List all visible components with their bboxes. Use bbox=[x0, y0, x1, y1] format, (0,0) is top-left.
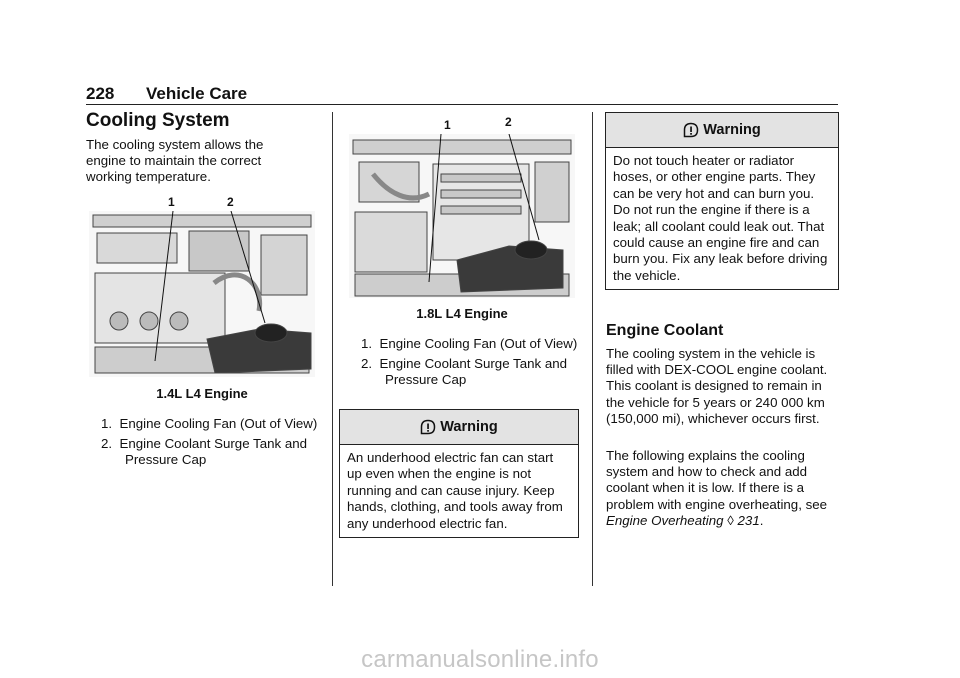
column-divider-1 bbox=[332, 112, 333, 586]
figure-caption-1-8l: 1.8L L4 Engine bbox=[416, 306, 508, 321]
figure-legend-1-8l bbox=[346, 336, 582, 393]
warning-header bbox=[606, 113, 838, 148]
page-heading: Cooling System bbox=[86, 110, 230, 131]
warning-icon bbox=[420, 419, 436, 435]
engine-illustration bbox=[89, 211, 315, 377]
figure-callout-1: 1 bbox=[168, 195, 175, 209]
page-ref-icon: ◊ bbox=[727, 512, 734, 528]
figure-caption-1-4l: 1.4L L4 Engine bbox=[156, 386, 248, 401]
column-divider-2 bbox=[592, 112, 593, 586]
page-ref-number[interactable]: 231 bbox=[737, 512, 760, 528]
warning-text: Do not touch heater or radiator hoses, or other engine parts. They can be very hot and can burn you. Do not run the engine if there is a leak; all coolant could leak out. That could cause an engine fire and can burn you. Fix any leak before driving the vehicle. bbox=[613, 153, 828, 283]
legend-item: 1. Engine Cooling Fan (Out of View) bbox=[101, 416, 318, 431]
page-number: 228 bbox=[86, 84, 115, 103]
engine-illustration bbox=[349, 134, 575, 298]
warning-title: Warning bbox=[440, 419, 498, 435]
header-rule bbox=[86, 104, 838, 105]
legend-item: 1. Engine Cooling Fan (Out of View) bbox=[361, 336, 578, 351]
coolant-paragraph-2: The following explains the cooling system and how to check and add coolant when it is low. If there is a problem with engine overheating, see Engine Overheating ◊ 231. bbox=[606, 448, 828, 528]
figure-legend-1-4l bbox=[86, 416, 322, 473]
engine-figure-1-8l bbox=[349, 112, 575, 300]
subsection-heading: Engine Coolant bbox=[606, 322, 724, 339]
figure-callout-2: 2 bbox=[227, 195, 234, 209]
engine-figure-1-4l bbox=[89, 195, 315, 379]
figure-callout-1: 1 bbox=[444, 118, 451, 132]
legend-item: 2. Engine Coolant Surge Tank and Pressure Cap bbox=[101, 436, 308, 468]
warning-title: Warning bbox=[703, 122, 761, 138]
intro-paragraph: The cooling system allows the engine to maintain the correct working temperature. bbox=[86, 137, 264, 185]
legend-item: 2. Engine Coolant Surge Tank and Pressure Cap bbox=[361, 356, 568, 388]
coolant-paragraph-1: The cooling system in the vehicle is filled with DEX-COOL engine coolant. This coolant is designed to remain in the vehicle for 5 years or 240 000 km (150,000 mi), whichever occurs first. bbox=[606, 346, 828, 426]
warning-icon bbox=[683, 122, 699, 138]
warning-box-hot-parts bbox=[605, 112, 839, 290]
warning-text: An underhood electric fan can start up even when the engine is not running and can cause injury. Keep hands, clothing, and tools away from any underhood electric fan. bbox=[347, 450, 563, 531]
engine-overheating-link[interactable]: Engine Overheating bbox=[606, 512, 724, 528]
warning-header bbox=[340, 410, 578, 445]
section-title: Vehicle Care bbox=[146, 84, 248, 103]
watermark: carmanualsonline.info bbox=[361, 646, 599, 673]
figure-callout-2: 2 bbox=[505, 115, 512, 129]
warning-box-fan bbox=[339, 409, 579, 538]
